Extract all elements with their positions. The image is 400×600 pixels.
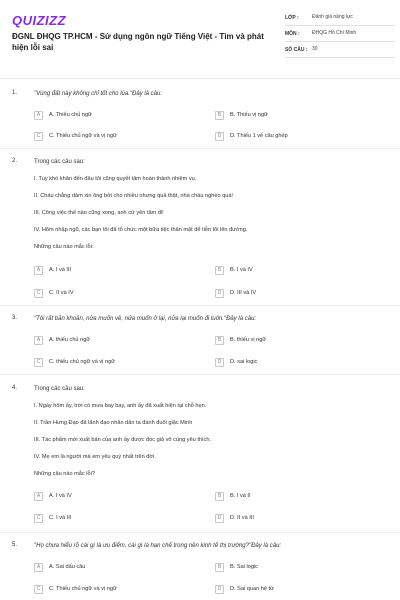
meta-value: Đánh giá năng lực — [312, 14, 353, 20]
quizizz-logo[interactable]: QUIZIZZ — [12, 13, 67, 28]
worksheet-header — [0, 0, 400, 72]
option-d[interactable] — [215, 584, 274, 594]
statement-3: III. Tác phẩm mới xuất bản của anh ấy được đọc giả vô cùng yêu thích. — [34, 437, 212, 443]
option-letter-box: C — [34, 585, 43, 594]
meta-value: 30 — [312, 46, 318, 52]
option-letter-box: D — [215, 358, 224, 367]
question-number: 4. — [12, 385, 18, 391]
statement-4: IV. Hôm nhập ngũ, các bạn tôi đã tổ chức một bữa tiệc thân mật để tiễn tôi lên đường. — [34, 227, 248, 233]
option-letter-box: D — [215, 514, 224, 523]
option-d[interactable] — [215, 357, 257, 367]
option-text: B. I và II — [230, 493, 251, 499]
option-b[interactable] — [215, 335, 266, 345]
option-b[interactable] — [215, 562, 258, 572]
meta-row-subject — [285, 26, 395, 42]
option-text: D. Thiếu 1 vế câu ghép — [230, 133, 288, 139]
question-divider — [0, 305, 400, 306]
option-letter-box: B — [215, 266, 224, 275]
question-divider — [0, 374, 400, 375]
option-a[interactable] — [34, 110, 92, 120]
question-text: Trong các câu sau: — [34, 159, 85, 165]
option-letter-box: B — [215, 492, 224, 501]
meta-label: MÔN : — [285, 31, 300, 37]
option-text: A. I và III — [49, 267, 72, 273]
option-a[interactable] — [34, 491, 72, 501]
option-text: C. Thiếu chủ ngữ và vị ngữ — [49, 586, 117, 592]
statement-1: I. Ngày hôm ấy, trời có mưa bay bay, anh ấy đã xuất hiện tại chỗ hẹn. — [34, 403, 207, 409]
statement-3: III. Công việc thế nào cũng xong, anh cứ yên tâm đi! — [34, 210, 164, 216]
option-letter-box: D — [215, 132, 224, 141]
option-letter-box: D — [215, 585, 224, 594]
statement-4: IV. Mẹ em là người mà em yêu quý nhất trên đời. — [34, 454, 156, 460]
meta-row-class — [285, 10, 395, 26]
question-text: "Tôi rất băn khoăn, nửa muốn về, nửa muốn ở lại, nửa lại muốn đi luôn."Đây là câu: — [34, 316, 257, 322]
question-prompt: Những câu nào mắc lỗi: — [34, 244, 94, 250]
option-b[interactable] — [215, 491, 251, 501]
meta-panel — [285, 10, 395, 58]
statement-1: I. Tuy khó khăn đến đâu tôi cũng quyết tâm hoàn thành nhiệm vụ. — [34, 176, 197, 182]
option-letter-box: C — [34, 358, 43, 367]
option-text: D. II và III — [230, 515, 254, 521]
option-c[interactable] — [34, 357, 115, 367]
option-c[interactable] — [34, 288, 74, 298]
option-letter-box: A — [34, 266, 43, 275]
header-divider — [0, 78, 400, 79]
option-b[interactable] — [215, 265, 253, 275]
question-number: 3. — [12, 315, 18, 321]
option-c[interactable] — [34, 131, 117, 141]
option-letter-box: C — [34, 289, 43, 298]
question-prompt: Những câu nào mắc lỗi? — [34, 471, 95, 477]
option-letter-box: A — [34, 336, 43, 345]
option-letter-box: A — [34, 492, 43, 501]
question-text: Trong các câu sau: — [34, 386, 85, 392]
option-text: B. Thiếu vị ngữ — [230, 112, 268, 118]
question-number: 2. — [12, 158, 18, 164]
meta-value: ĐHQG Hồ Chí Minh — [312, 30, 357, 36]
question-number: 5. — [12, 542, 18, 548]
option-b[interactable] — [215, 110, 268, 120]
option-text: D. sai logic — [230, 359, 258, 365]
question-text: "Họ chưa hiểu rõ cái gì là ưu điểm, cái gì là hạn chế trong nền kinh tế thị trường?"Đây là câu: — [34, 543, 282, 549]
option-letter-box: D — [215, 289, 224, 298]
option-text: A. I và IV — [49, 493, 72, 499]
option-c[interactable] — [34, 513, 71, 523]
statement-2: II. Trần Hưng Đạo đã lãnh đạo nhân dân ta đánh đuổi giặc Minh — [34, 420, 193, 426]
option-letter-box: A — [34, 563, 43, 572]
option-letter-box: B — [215, 336, 224, 345]
option-letter-box: B — [215, 563, 224, 572]
worksheet-title: ĐGNL ĐHQG TP.HCM - Sử dụng ngôn ngữ Tiếng Việt - Tìm và phát hiện lỗi sai — [12, 32, 264, 52]
option-text: C. thiếu chủ ngữ và vị ngữ — [49, 359, 115, 365]
meta-label: LỚP : — [285, 15, 299, 21]
option-letter-box: C — [34, 132, 43, 141]
meta-label: SỐ CÂU : — [285, 47, 308, 53]
option-text: C. Thiếu chủ ngữ và vị ngữ — [49, 133, 117, 139]
meta-row-count — [285, 42, 395, 58]
option-text: D. Sai quan hệ từ — [230, 586, 274, 592]
option-text: C. II và IV — [49, 290, 74, 296]
option-text: A. Thiếu chủ ngữ — [49, 112, 92, 118]
option-d[interactable] — [215, 513, 254, 523]
option-text: A. thiếu chủ ngữ — [49, 337, 91, 343]
option-text: C. I và III — [49, 515, 72, 521]
question-divider — [0, 532, 400, 533]
question-text: "Vùng đất này không chỉ tốt cho lúa."Đây là câu: — [34, 91, 163, 97]
option-letter-box: B — [215, 111, 224, 120]
option-d[interactable] — [215, 288, 256, 298]
statement-2: II. Cháu chẳng dám xin ông bởi cho nhiều nhưng quả thật, nhà cháu nghèo quá! — [34, 193, 233, 199]
option-letter-box: A — [34, 111, 43, 120]
option-d[interactable] — [215, 131, 288, 141]
option-text: B. thiếu vị ngữ — [230, 337, 267, 343]
option-text: B. I và IV — [230, 267, 253, 273]
option-text: D. III và IV — [230, 290, 257, 296]
question-number: 1. — [12, 90, 18, 96]
option-a[interactable] — [34, 335, 90, 345]
option-c[interactable] — [34, 584, 117, 594]
option-letter-box: C — [34, 514, 43, 523]
option-text: B. Sai logic — [230, 564, 258, 570]
question-divider — [0, 148, 400, 149]
option-a[interactable] — [34, 562, 85, 572]
option-text: A. Sai dấu câu — [49, 564, 86, 570]
option-a[interactable] — [34, 265, 71, 275]
